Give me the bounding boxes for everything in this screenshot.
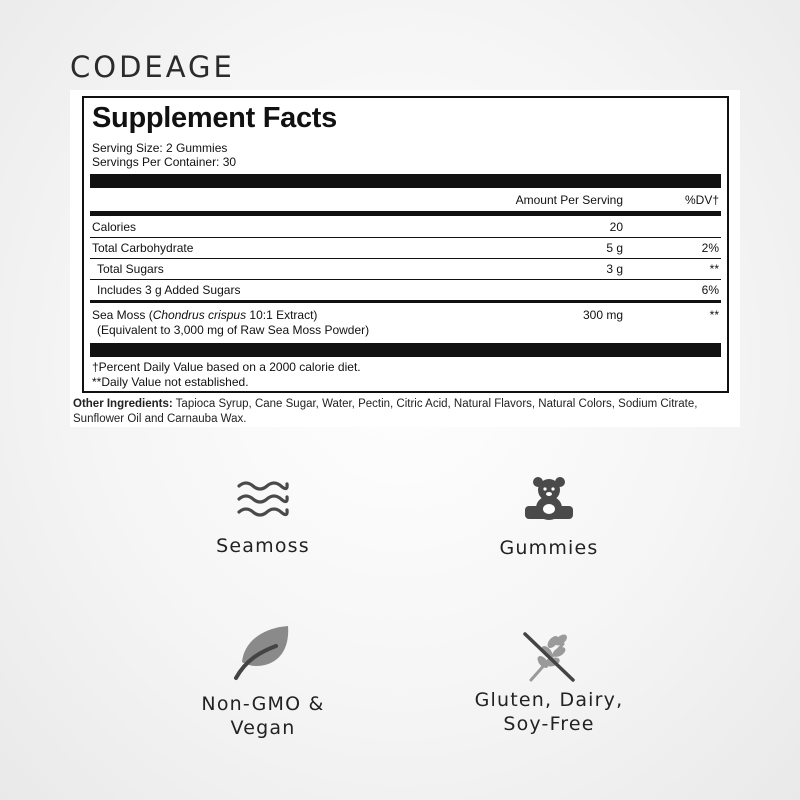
- row-added-sugars-label: Includes 3 g Added Sugars: [97, 283, 241, 297]
- feature-non-gmo-label: Non-GMO & Vegan: [201, 693, 325, 739]
- row-added-sugars-dv: 6%: [701, 283, 719, 297]
- feature-allergen-free: [439, 630, 659, 736]
- header-dv: %DV†: [684, 193, 719, 207]
- leaf-icon: [232, 624, 294, 682]
- thick-divider: [90, 343, 721, 357]
- row-carb-label: Total Carbohydrate: [92, 241, 194, 255]
- row-calories-label: Calories: [92, 220, 137, 234]
- row-calories-amount: 20: [609, 220, 623, 234]
- row-seamoss-dv: **: [709, 308, 719, 322]
- row-sugars-label: Total Sugars: [97, 262, 164, 276]
- footnote-dv: †Percent Daily Value based on a 2000 calorie diet.: [92, 360, 361, 374]
- serving-size: Serving Size: 2 Gummies: [92, 141, 228, 155]
- brand-logo: CODEAGE: [70, 50, 235, 84]
- feature-gummies: [439, 476, 659, 560]
- feature-gummies-label: Gummies: [499, 537, 599, 559]
- row-carb-amount: 5 g: [606, 241, 623, 255]
- footnote-not-established: **Daily Value not established.: [92, 375, 249, 389]
- feature-seamoss: [153, 478, 373, 558]
- thick-divider: [90, 174, 721, 188]
- no-wheat-icon: [521, 630, 577, 684]
- feature-seamoss-label: Seamoss: [216, 535, 310, 557]
- row-sugars-dv: **: [709, 262, 719, 276]
- feature-allergen-free-label: Gluten, Dairy, Soy-Free: [474, 689, 624, 735]
- row-divider: [90, 279, 721, 280]
- row-seamoss-amount: 300 mg: [582, 308, 623, 322]
- medium-divider: [90, 211, 721, 216]
- facts-title: Supplement Facts: [92, 102, 337, 134]
- waves-icon: [235, 478, 291, 520]
- row-seamoss-label: Sea Moss (Chondrus crispus 10:1 Extract): [92, 308, 318, 322]
- gummy-bear-icon: [524, 476, 574, 522]
- header-amount: Amount Per Serving: [515, 193, 623, 207]
- servings-per-container: Servings Per Container: 30: [92, 155, 237, 169]
- feature-non-gmo-vegan: [153, 624, 373, 740]
- row-sugars-amount: 3 g: [606, 262, 623, 276]
- row-carb-dv: 2%: [701, 241, 719, 255]
- row-divider: [90, 237, 721, 238]
- other-ingredients: Other Ingredients: Tapioca Syrup, Cane Sugar, Water, Pectin, Citric Acid, Natural Flavors, Natural Colors, Sodium Citrate, Sunflower Oil and Carnauba Wax.: [73, 398, 698, 425]
- row-divider: [90, 258, 721, 259]
- medium-divider: [90, 300, 721, 303]
- row-seamoss-equivalent: (Equivalent to 3,000 mg of Raw Sea Moss Powder): [97, 323, 370, 337]
- supplement-facts-table: [82, 96, 729, 393]
